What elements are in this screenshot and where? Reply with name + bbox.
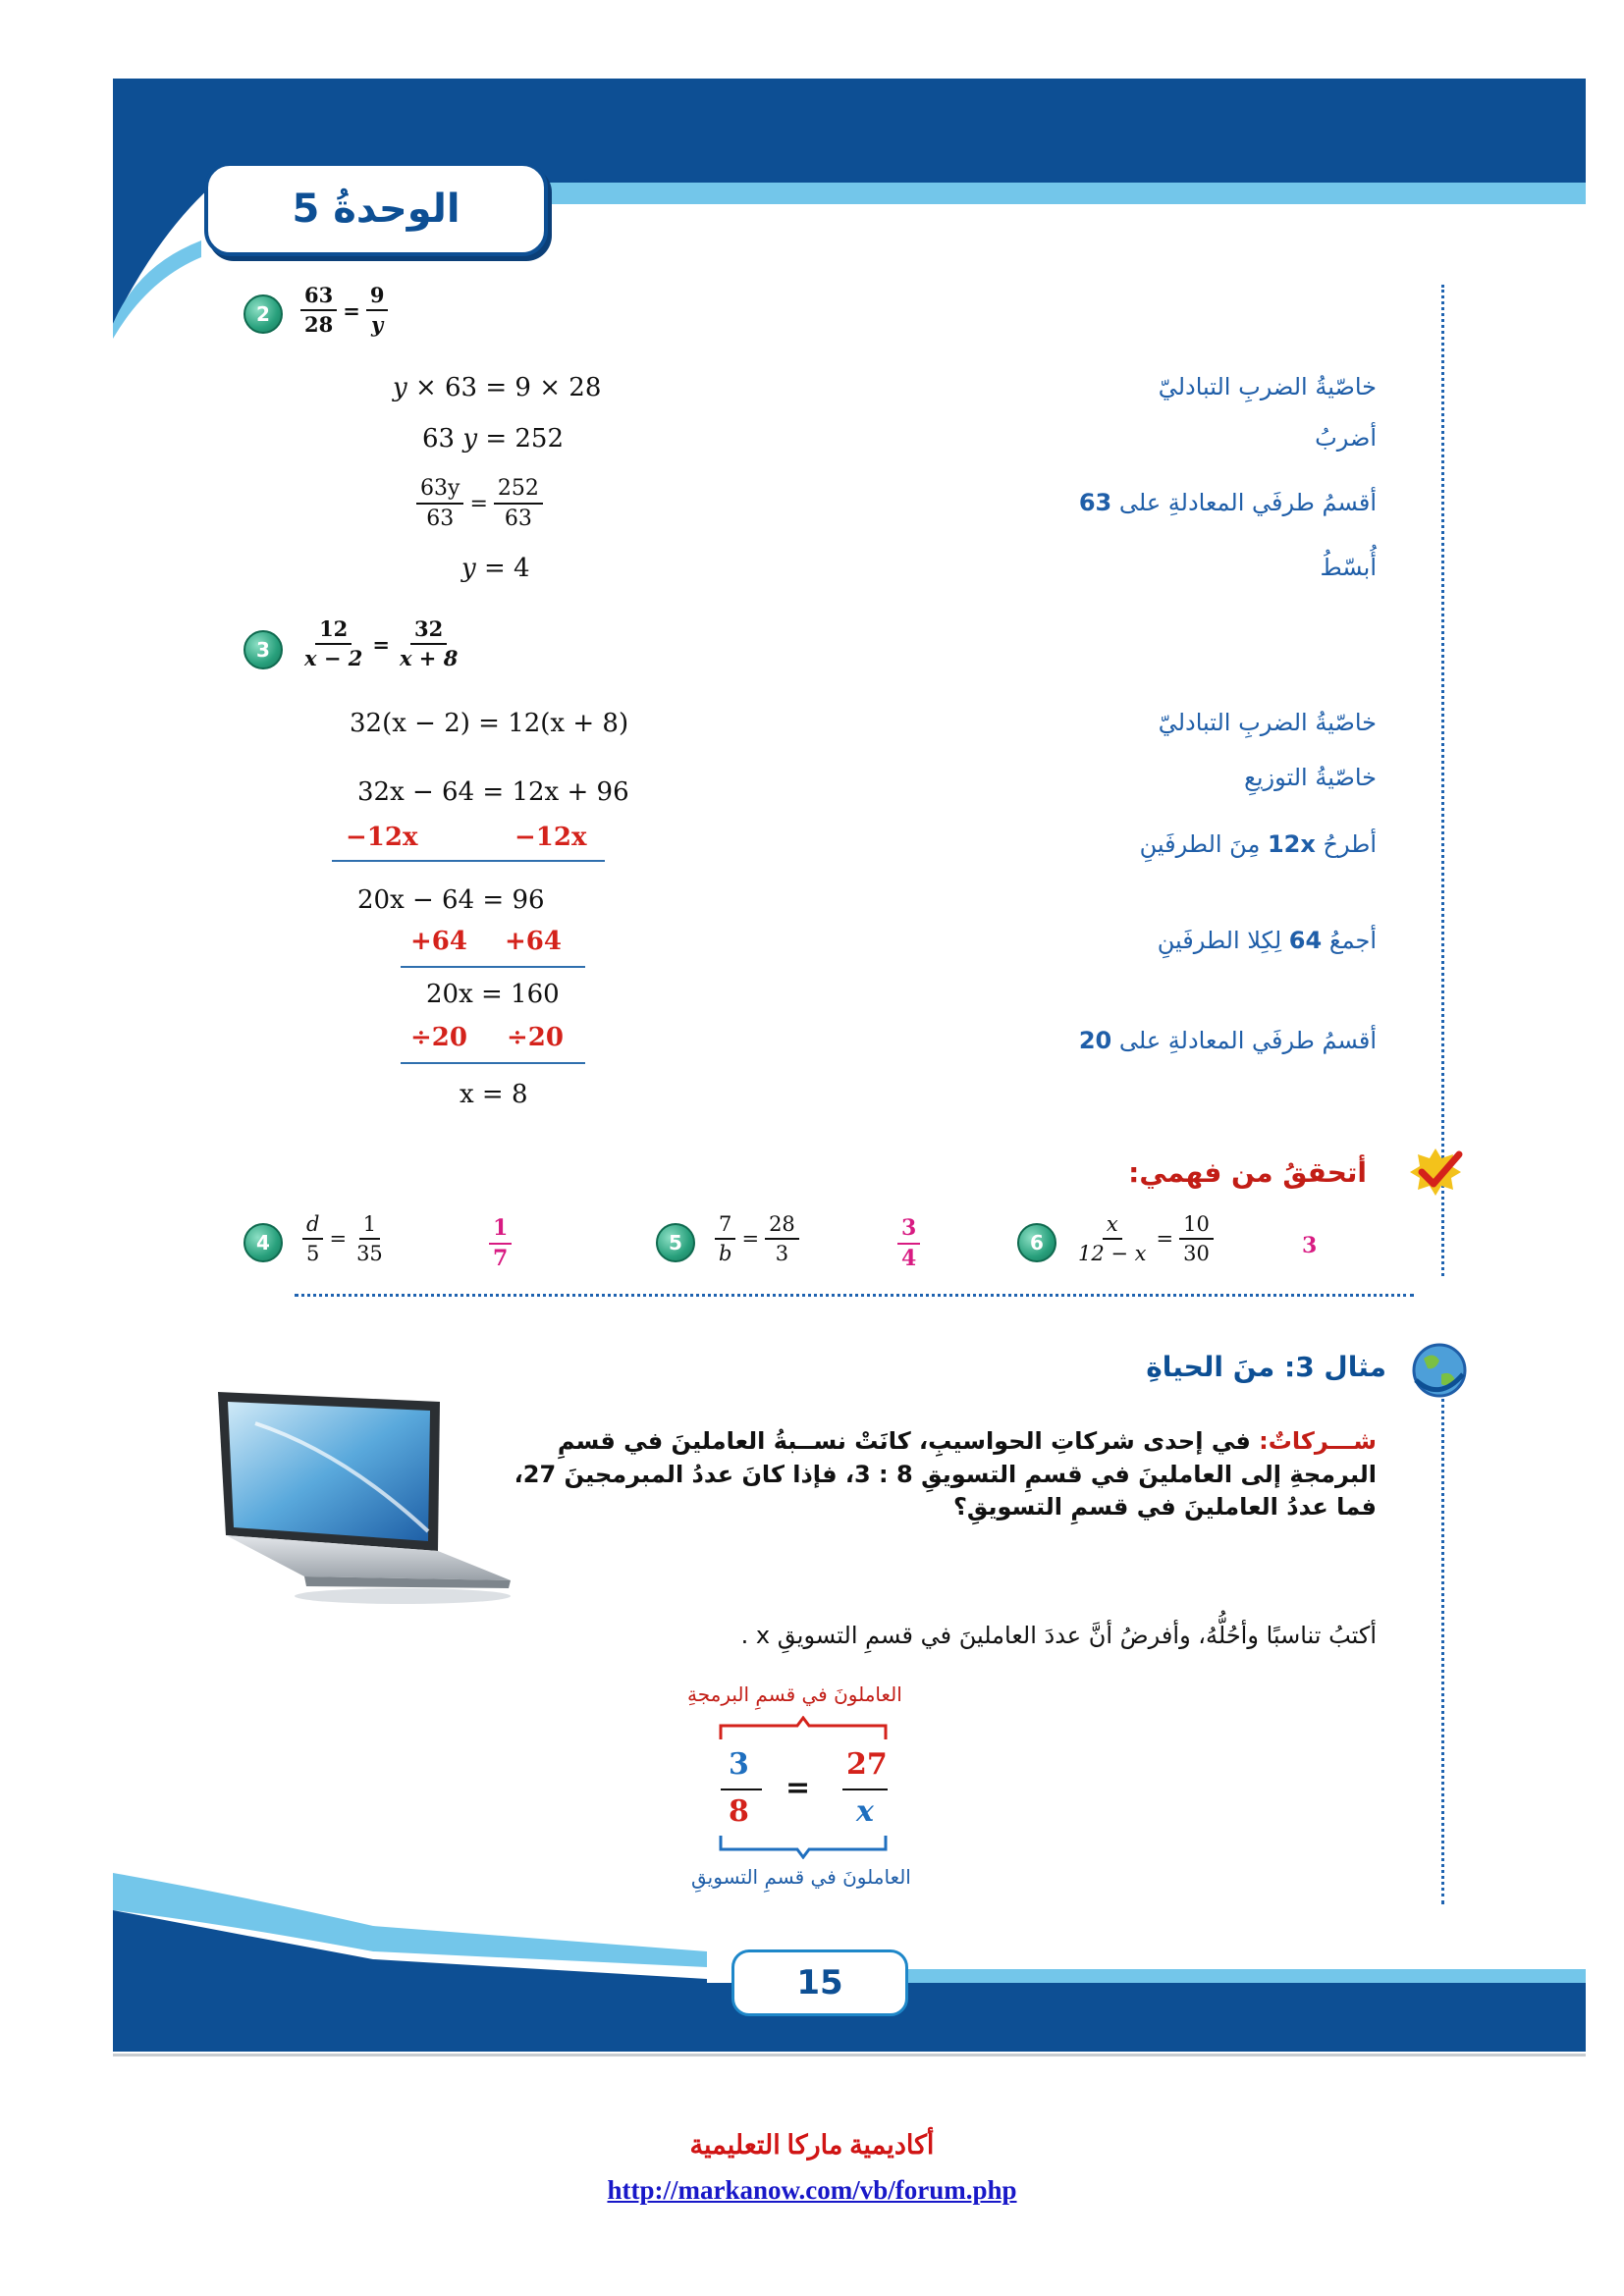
check-problem-4: $\frac{d}{5}$ = $\frac{1}{35}$ <box>302 1213 387 1264</box>
check-answer-4: $\frac{1}{7}$ <box>489 1217 512 1270</box>
ex2-line-2: 63 y = 252 <box>422 424 565 454</box>
footer-rule <box>113 2054 1586 2056</box>
ex2-reason-1: خاصّيةُ الضربِ التبادليّ <box>1158 373 1377 400</box>
ex3-reason-3: أطرحُ 12x مِنَ الطرفَينِ <box>1139 830 1377 858</box>
proportion-d1: 8 <box>729 1794 749 1829</box>
ex3-rule-2 <box>401 966 585 968</box>
proportion-d2: x <box>856 1794 874 1829</box>
top-brace <box>715 1716 892 1741</box>
ex3-rule-1 <box>332 860 605 862</box>
ex2-line-3: $\frac{63y}{63}$ = $\frac{252}{63}$ <box>416 477 543 530</box>
ex2-reason-3: أقسمُ طرفَي المعادلةِ على 63 <box>1078 489 1377 516</box>
problem-3: $\frac{12}{x - 2}$ = $\frac{32}{x + 8}$ <box>304 616 459 671</box>
ex3-subtract-right: −12x <box>514 823 587 852</box>
ex3-divide-right: ÷20 <box>507 1023 564 1052</box>
ex3-line-1: 32(x − 2) = 12(x + 8) <box>350 709 629 738</box>
example-life-instruction: أكتبُ تناسبًا وأحُلُّهُ، وأفرضُ أنَّ عددَ العاملينَ في قسمِ التسويقِ x . <box>740 1622 1377 1649</box>
proportion-eq: = <box>785 1771 811 1805</box>
proportion-bar-2 <box>842 1789 888 1790</box>
check-badge: 6 <box>1017 1223 1056 1262</box>
check-title: أتحققُ من فهمي: <box>1128 1156 1367 1189</box>
ex3-reason-5: أقسمُ طرفَي المعادلةِ على 20 <box>1078 1027 1377 1054</box>
ex2-line-4: y = 4 <box>461 554 530 583</box>
ex3-subtract-left: −12x <box>346 823 418 852</box>
check-badge-icon <box>1410 1147 1465 1198</box>
ex2-reason-4: أُبسّطُ <box>1320 554 1377 581</box>
ex3-reason-2: خاصّيةُ التوزيعِ <box>1244 764 1377 791</box>
academy-name: أكاديمية ماركا التعليمية <box>689 2130 935 2160</box>
ex2-line-1: y × 63 = 9 × 28 <box>393 373 602 402</box>
ex3-line-2: 32x − 64 = 12x + 96 <box>357 777 629 807</box>
box-right-border <box>1441 285 1444 1276</box>
box-bottom-border <box>295 1294 1414 1297</box>
example-right-border <box>1441 1374 1444 1904</box>
ex3-line-8: x = 8 <box>460 1080 528 1109</box>
programming-label: العاملونَ في قسمِ البرمجةِ <box>687 1682 902 1706</box>
problem-2: $\frac{63}{28}$ = $\frac{9}{y}$ <box>300 285 388 336</box>
ex2-reason-2: أضربُ <box>1315 424 1377 452</box>
globe-icon <box>1410 1341 1469 1400</box>
example-life-title: مثال 3: منَ الحياةِ <box>1146 1351 1386 1383</box>
check-answer-6: 3 <box>1302 1233 1318 1258</box>
ex3-reason-1: خاصّيةُ الضربِ التبادليّ <box>1158 709 1377 736</box>
example-life-text: شـــركاتٌ: في إحدى شركاتِ الحواسيبِ، كانَتْ نســبةُ العاملينَ في قسمِ البرمجةِ إلى العاملينَ في قسمِ التسويقِ 8 : 3، فإذا كانَ عددُ المبرمجينَ 27، فما عددُ العاملينَ في قسمِ التسويقِ؟ <box>514 1427 1377 1522</box>
academy-link[interactable]: http://markanow.com/vb/forum.php <box>607 2175 1017 2205</box>
proportion-n2: 27 <box>846 1747 888 1782</box>
ex3-add-left: +64 <box>410 927 467 956</box>
proportion-n1: 3 <box>729 1747 749 1782</box>
page-number: 15 <box>731 1949 908 2016</box>
step-badge: 2 <box>244 294 283 334</box>
marketing-label: العاملونَ في قسمِ التسويقِ <box>691 1865 911 1889</box>
ex3-add-right: +64 <box>505 927 562 956</box>
bottom-brace <box>715 1834 892 1859</box>
ex3-reason-4: أجمعُ 64 لِكِلا الطرفَينِ <box>1157 927 1377 954</box>
ex3-rule-3 <box>401 1062 585 1064</box>
ex3-line-6: 20x = 160 <box>426 980 560 1009</box>
check-answer-5: $\frac{3}{4}$ <box>897 1217 920 1270</box>
laptop-image <box>196 1384 520 1610</box>
check-badge: 4 <box>244 1223 283 1262</box>
unit-title: الوحدةُ 5 <box>204 162 548 256</box>
proportion-bar-1 <box>721 1789 762 1790</box>
check-problem-5: $\frac{7}{b}$ = $\frac{28}{3}$ <box>715 1213 799 1264</box>
step-badge: 3 <box>244 630 283 669</box>
check-problem-6: $\frac{x}{12 - x}$ = $\frac{10}{30}$ <box>1074 1213 1214 1264</box>
ex3-divide-left: ÷20 <box>410 1023 467 1052</box>
check-badge: 5 <box>656 1223 695 1262</box>
ex3-line-4: 20x − 64 = 96 <box>357 885 545 915</box>
